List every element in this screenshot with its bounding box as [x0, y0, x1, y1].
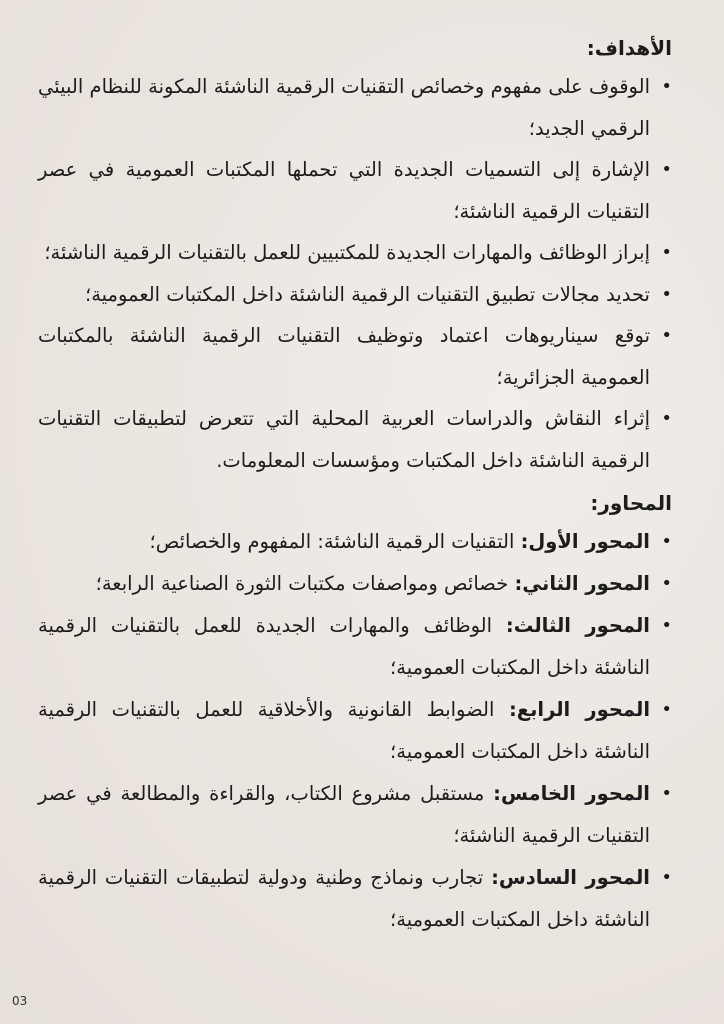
page-number: 03 — [12, 994, 28, 1008]
axis-item — [38, 605, 672, 689]
axis-text: الضوابط القانونية والأخلاقية للعمل بالتقنيات الرقمية الناشئة داخل المكتبات العمومية؛ — [38, 698, 650, 763]
axis-text: مستقبل مشروع الكتاب، والقراءة والمطالعة في عصر التقنيات الرقمية الناشئة؛ — [38, 782, 650, 847]
goal-item: • توقع سيناريوهات اعتماد وتوظيف التقنيات الرقمية الناشئة بالمكتبات العمومية الجزائرية؛ — [38, 315, 672, 398]
goal-item: • الإشارة إلى التسميات الجديدة التي تحملها المكتبات العمومية في عصر التقنيات الرقمية الناشئة؛ — [38, 149, 672, 232]
axes-heading: المحاور: — [590, 491, 672, 515]
goal-item: • إثراء النقاش والدراسات العربية المحلية التي تتعرض لتطبيقات التقنيات الرقمية الناشئة داخل المكتبات ومؤسسات المعلومات. — [38, 398, 672, 481]
axis-label: المحور السادس: — [491, 866, 650, 889]
goal-item: • الوقوف على مفهوم وخصائص التقنيات الرقمية الناشئة المكونة للنظام البيئي الرقمي الجديد؛ — [38, 66, 672, 149]
axis-text: خصائص ومواصفات مكتبات الثورة الصناعية الرابعة؛ — [95, 572, 509, 595]
axis-label: المحور الخامس: — [493, 782, 650, 805]
axis-label: المحور الثالث: — [505, 614, 650, 637]
axis-label: المحور الرابع: — [508, 698, 651, 721]
axis-item — [38, 689, 672, 773]
document-page — [38, 30, 672, 941]
goal-item: • تحديد مجالات تطبيق التقنيات الرقمية الناشئة داخل المكتبات العمومية؛ — [38, 274, 672, 316]
axis-item — [38, 521, 672, 563]
axis-item — [38, 563, 672, 605]
goals-list — [38, 66, 672, 481]
axis-label: المحور الثاني: — [514, 572, 650, 595]
axes-list — [38, 521, 672, 941]
axis-item — [38, 857, 672, 941]
axis-text: تجارب ونماذج وطنية ودولية لتطبيقات التقنيات الرقمية الناشئة داخل المكتبات العمومية؛ — [38, 866, 650, 931]
axis-label: المحور الأول: — [520, 530, 650, 553]
axis-text: الوظائف والمهارات الجديدة للعمل بالتقنيات الرقمية الناشئة داخل المكتبات العمومية؛ — [38, 614, 650, 679]
goals-heading: الأهداف: — [586, 36, 672, 60]
axis-item — [38, 773, 672, 857]
axis-text: التقنيات الرقمية الناشئة: المفهوم والخصائص؛ — [149, 530, 515, 553]
goal-item: • إبراز الوظائف والمهارات الجديدة للمكتبيين للعمل بالتقنيات الرقمية الناشئة؛ — [38, 232, 672, 274]
